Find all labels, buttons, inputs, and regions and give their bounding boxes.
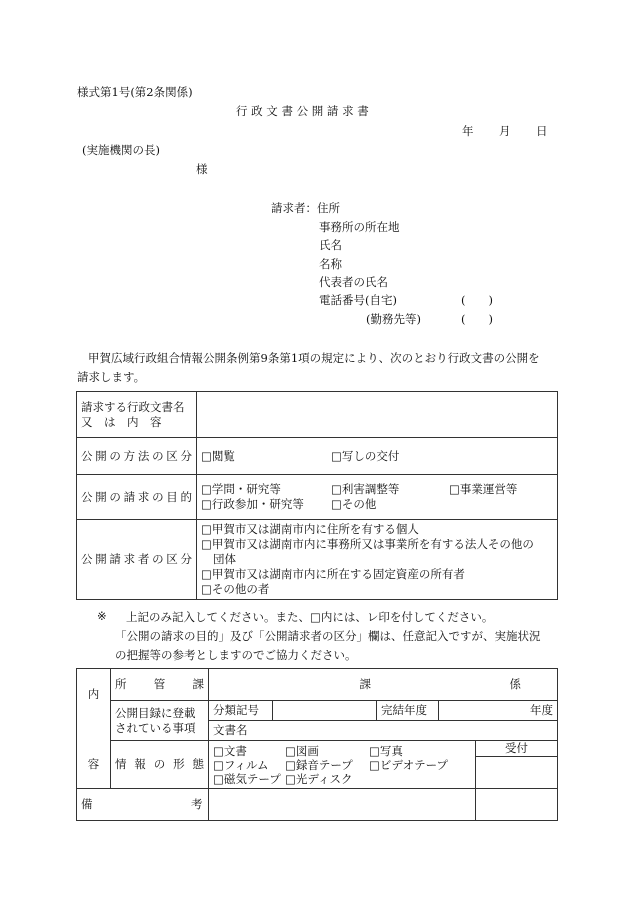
requester-address-label: 請求者：住所 — [271, 201, 340, 215]
doc-name-label-1: 請求する行政文書名 — [81, 399, 185, 414]
form-option-optical[interactable]: □光ディスク — [285, 771, 353, 786]
office-use-table — [76, 668, 558, 821]
req-option-resident[interactable]: □甲賀市又は湖南市内に住所を有する個人 — [201, 522, 419, 536]
purpose-option-study[interactable]: □学問・研究等 — [201, 482, 281, 496]
remarks-label-right: 考 — [191, 797, 203, 811]
request-table — [76, 391, 558, 600]
doc-name-field[interactable] — [197, 392, 558, 438]
req-option-other[interactable]: □その他の者 — [201, 582, 270, 596]
completion-year-label: 完結年度 — [377, 701, 439, 721]
purpose-option-admin[interactable]: □行政参加・研究等 — [201, 497, 304, 511]
method-option-copy[interactable]: □写しの交付 — [331, 448, 400, 463]
requester-type-label: 公開請求者の区分 — [77, 520, 197, 600]
note-mark: ※ — [97, 609, 107, 623]
date-year-label: 年 — [462, 124, 474, 138]
form-option-magnetic[interactable]: □磁気テープ — [213, 771, 281, 786]
form-option-audio[interactable]: □録音テープ — [285, 757, 353, 772]
side-label-bottom: 容 — [77, 741, 111, 789]
phone-home-paren: ( ) — [461, 293, 493, 307]
req-option-corporation[interactable]: □甲賀市又は湖南市内に事務所又は事業所を有する法人その他の — [201, 537, 534, 551]
date-day-label: 日 — [536, 124, 548, 138]
receipt-space[interactable] — [476, 789, 558, 821]
date-month-label: 月 — [499, 124, 511, 138]
form-option-drawing[interactable]: □図画 — [285, 743, 319, 758]
purpose-option-other[interactable]: □その他 — [331, 497, 377, 511]
addressee: (実施機関の長) — [82, 143, 160, 157]
method-options — [197, 438, 558, 475]
phone-work-label: (勤務先等) — [366, 312, 421, 326]
catalog-label-1: 公開目録に登載 — [115, 705, 196, 720]
remarks-field[interactable] — [209, 789, 476, 821]
requester-type-options — [197, 520, 558, 600]
doc-name-label — [77, 392, 197, 438]
method-label: 公開の方法の区分 — [77, 438, 197, 475]
form-option-video[interactable]: □ビデオテープ — [369, 757, 449, 772]
form-option-photo[interactable]: □写真 — [369, 743, 403, 758]
doc-name-label-2: 又 は 内 容 — [81, 414, 162, 429]
document-title: 行 政 文 書 公 開 請 求 書 — [236, 104, 369, 118]
honorific: 様 — [196, 162, 208, 176]
dept-field[interactable] — [209, 669, 558, 701]
kakari-label: 係 — [509, 677, 521, 691]
req-option-property[interactable]: □甲賀市又は湖南市内に所在する固定資産の所有者 — [201, 567, 465, 581]
intro-line-2: 請求します。 — [77, 370, 146, 384]
note-line-1: 上記のみ記入してください。また、□内には、レ印を付してください。 — [126, 610, 494, 624]
catalog-label — [111, 701, 209, 741]
doc-name-row[interactable]: 文書名 — [209, 721, 558, 741]
remarks-label-left: 備 — [81, 797, 93, 811]
intro-line-1: 甲賀広域行政組合情報公開条例第9条第1項の規定により、次のとおり行政文書の公開を — [88, 351, 540, 365]
side-label-top: 内 — [77, 669, 111, 721]
phone-home-label: 電話番号(自宅) — [319, 293, 397, 307]
purpose-options — [197, 475, 558, 520]
phone-work-paren: ( ) — [461, 312, 493, 326]
form-option-film[interactable]: □フィルム — [213, 757, 269, 772]
purpose-label: 公開の請求の目的 — [77, 475, 197, 520]
purpose-option-interest[interactable]: □利害調整等 — [331, 482, 400, 496]
form-label: 情 報 の 形 態 — [111, 741, 209, 789]
catalog-label-2: されている事項 — [115, 720, 196, 735]
method-option-view[interactable]: □閲覧 — [201, 448, 235, 463]
ka-label: 課 — [359, 677, 371, 691]
form-number: 様式第1号(第2条関係) — [77, 85, 193, 99]
form-options — [209, 741, 476, 789]
receipt-label: 受付 — [476, 741, 557, 757]
class-code-field[interactable] — [273, 701, 377, 721]
office-address-label: 事務所の所在地 — [319, 220, 400, 234]
note-line-3: の把握等の参考としますのでご協力ください。 — [115, 648, 357, 662]
form-option-document[interactable]: □文書 — [213, 743, 247, 758]
rep-name-label: 代表者の氏名 — [319, 275, 388, 289]
dept-label: 所 管 課 — [111, 669, 209, 701]
remarks-label — [77, 789, 209, 821]
purpose-option-business[interactable]: □事業運営等 — [449, 482, 518, 496]
class-code-label: 分類記号 — [209, 701, 273, 721]
side-spacer — [77, 721, 111, 741]
nendo-field[interactable]: 年度 — [439, 701, 558, 721]
name-label: 氏名 — [319, 238, 342, 252]
receipt-box[interactable] — [476, 741, 558, 789]
note-line-2: 「公開の請求の目的」及び「公開請求者の区分」欄は、任意記入ですが、実施状況 — [115, 629, 541, 643]
req-option-corporation-cont: 団体 — [213, 552, 236, 566]
org-name-label: 名称 — [319, 257, 342, 271]
